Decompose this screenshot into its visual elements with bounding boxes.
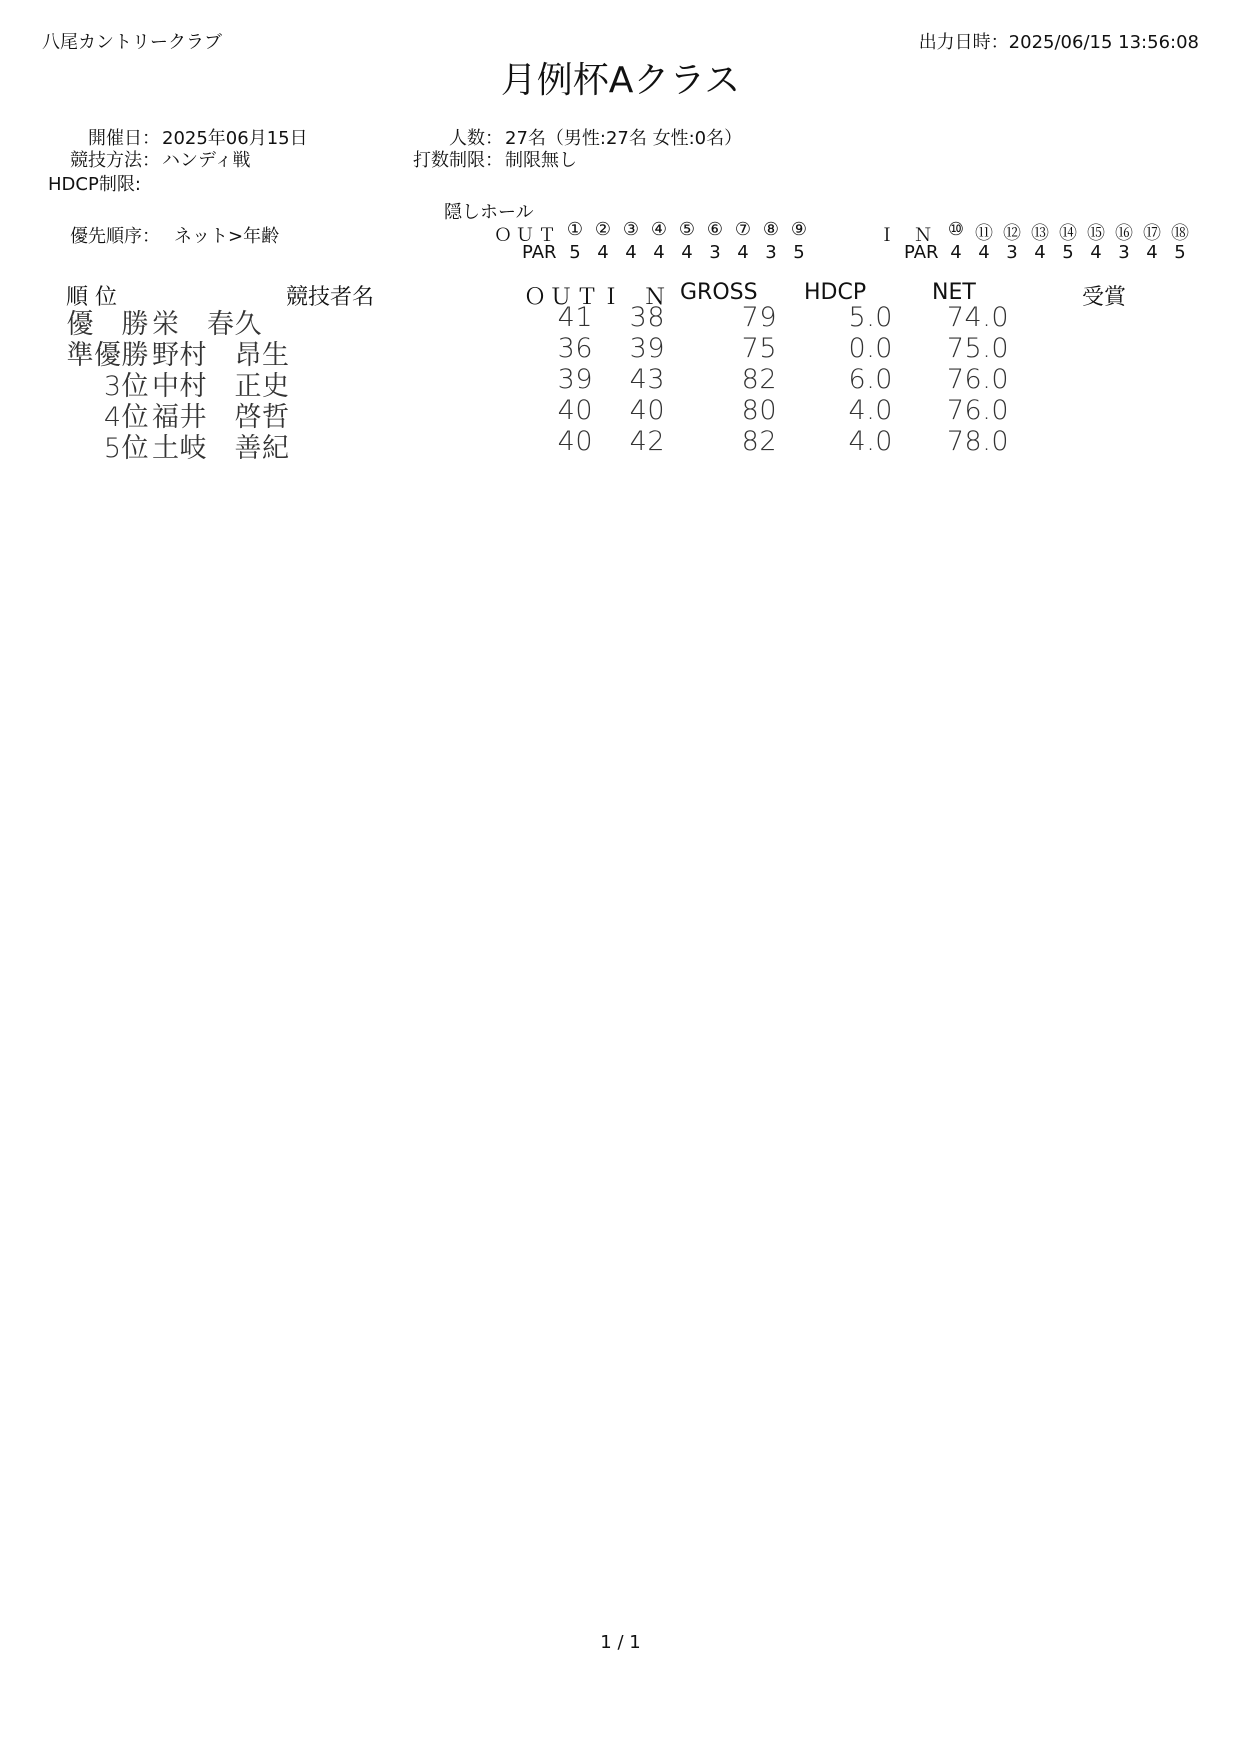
col-hdcp: HDCP — [804, 280, 867, 305]
method-value: ハンディ戦 — [162, 150, 251, 171]
out-score-cell: 36 — [557, 333, 593, 364]
out-hole-number: ⑤ — [678, 219, 696, 240]
in-score-cell: 38 — [629, 302, 665, 333]
out-hole-par: 4 — [681, 242, 693, 263]
net-score-cell: 75.0 — [946, 333, 1009, 364]
net-score-cell: 74.0 — [946, 302, 1009, 333]
date-label: 開催日： — [88, 128, 160, 149]
hdcp-limit-label: HDCP制限: — [48, 174, 141, 195]
out-score-cell: 41 — [557, 302, 593, 333]
in-score-cell: 40 — [629, 395, 665, 426]
priority-label: 優先順序： — [70, 226, 160, 247]
limit-value: 制限無し — [505, 150, 577, 171]
out-score-cell: 40 — [557, 395, 593, 426]
col-out: ＯＵＴ — [524, 285, 603, 310]
hdcp-cell: 5.0 — [848, 302, 893, 333]
col-rank: 順 位 — [66, 285, 117, 310]
hidden-holes-title: 隠しホール — [444, 202, 534, 223]
in-holes-label: Ｉ Ｎ — [878, 225, 932, 246]
net-score-cell: 78.0 — [946, 426, 1009, 457]
out-hole-par: 5 — [569, 242, 581, 263]
in-par-label: PAR — [904, 242, 939, 263]
gross-score-cell: 75 — [741, 333, 777, 364]
out-hole-par: 3 — [765, 242, 777, 263]
out-hole-number: ② — [594, 219, 612, 240]
out-score-cell: 39 — [557, 364, 593, 395]
in-hole-number: ⑯ — [1115, 223, 1133, 244]
people-label: 人数： — [449, 128, 503, 149]
in-hole-number: ⑰ — [1143, 223, 1161, 244]
rank-cell: 5位 — [103, 433, 149, 464]
col-net: NET — [932, 280, 976, 305]
in-score-cell: 43 — [629, 364, 665, 395]
col-gross: GROSS — [680, 280, 758, 305]
method-label: 競技方法： — [70, 150, 160, 171]
people-value: 27名（男性:27名 女性:0名） — [505, 128, 743, 149]
out-holes-label: ＯＵＴ — [494, 225, 560, 246]
in-hole-par: 4 — [1034, 242, 1046, 263]
in-hole-number: ⑩ — [947, 219, 965, 240]
out-hole-par: 4 — [625, 242, 637, 263]
out-hole-par: 3 — [709, 242, 721, 263]
out-hole-number: ④ — [650, 219, 668, 240]
limit-label: 打数制限： — [413, 150, 503, 171]
in-score-cell: 42 — [629, 426, 665, 457]
gross-score-cell: 79 — [741, 302, 777, 333]
in-hole-par: 5 — [1062, 242, 1074, 263]
player-name-cell: 福井 啓哲 — [152, 402, 290, 433]
player-name-cell: 土岐 善紀 — [152, 433, 290, 464]
in-hole-par: 4 — [1090, 242, 1102, 263]
out-score-cell: 40 — [557, 426, 593, 457]
output-timestamp: 出力日時：2025/06/15 13:56:08 — [918, 32, 1199, 53]
out-hole-par: 4 — [653, 242, 665, 263]
out-hole-number: ⑨ — [790, 219, 808, 240]
in-hole-par: 5 — [1174, 242, 1186, 263]
in-hole-number: ⑪ — [975, 223, 993, 244]
in-hole-par: 3 — [1118, 242, 1130, 263]
priority-value: ネット>年齢 — [174, 226, 280, 247]
hdcp-cell: 0.0 — [848, 333, 893, 364]
out-hole-par: 4 — [737, 242, 749, 263]
in-hole-number: ⑫ — [1003, 223, 1021, 244]
net-score-cell: 76.0 — [946, 364, 1009, 395]
out-par-label: PAR — [522, 242, 557, 263]
in-hole-par: 3 — [1006, 242, 1018, 263]
out-hole-number: ⑥ — [706, 219, 724, 240]
in-hole-number: ⑮ — [1087, 223, 1105, 244]
hdcp-cell: 6.0 — [848, 364, 893, 395]
in-hole-par: 4 — [1146, 242, 1158, 263]
in-hole-number: ⑬ — [1031, 223, 1049, 244]
rank-cell: 準優勝 — [66, 340, 149, 371]
player-name-cell: 栄 春久 — [152, 309, 262, 340]
in-hole-number: ⑱ — [1171, 223, 1189, 244]
out-hole-par: 4 — [597, 242, 609, 263]
in-hole-par: 4 — [950, 242, 962, 263]
out-hole-par: 5 — [793, 242, 805, 263]
col-in: Ｉ Ｎ — [600, 285, 667, 310]
in-score-cell: 39 — [629, 333, 665, 364]
rank-cell: 優 勝 — [66, 309, 149, 340]
hdcp-cell: 4.0 — [848, 395, 893, 426]
page-title: 月例杯Aクラス — [500, 60, 741, 101]
out-hole-number: ③ — [622, 219, 640, 240]
col-award: 受賞 — [1082, 285, 1127, 310]
gross-score-cell: 80 — [741, 395, 777, 426]
out-hole-number: ⑧ — [762, 219, 780, 240]
in-hole-par: 4 — [978, 242, 990, 263]
in-hole-number: ⑭ — [1059, 223, 1077, 244]
col-name: 競技者名 — [286, 285, 375, 310]
rank-cell: 3位 — [103, 371, 149, 402]
out-hole-number: ⑦ — [734, 219, 752, 240]
page-number: 1 / 1 — [600, 1632, 641, 1653]
out-hole-number: ① — [566, 219, 584, 240]
gross-score-cell: 82 — [741, 364, 777, 395]
gross-score-cell: 82 — [741, 426, 777, 457]
hdcp-cell: 4.0 — [848, 426, 893, 457]
player-name-cell: 中村 正史 — [152, 371, 290, 402]
net-score-cell: 76.0 — [946, 395, 1009, 426]
date-value: 2025年06月15日 — [162, 128, 308, 149]
rank-cell: 4位 — [103, 402, 149, 433]
club-name: 八尾カントリークラブ — [42, 32, 222, 53]
player-name-cell: 野村 昂生 — [152, 340, 290, 371]
